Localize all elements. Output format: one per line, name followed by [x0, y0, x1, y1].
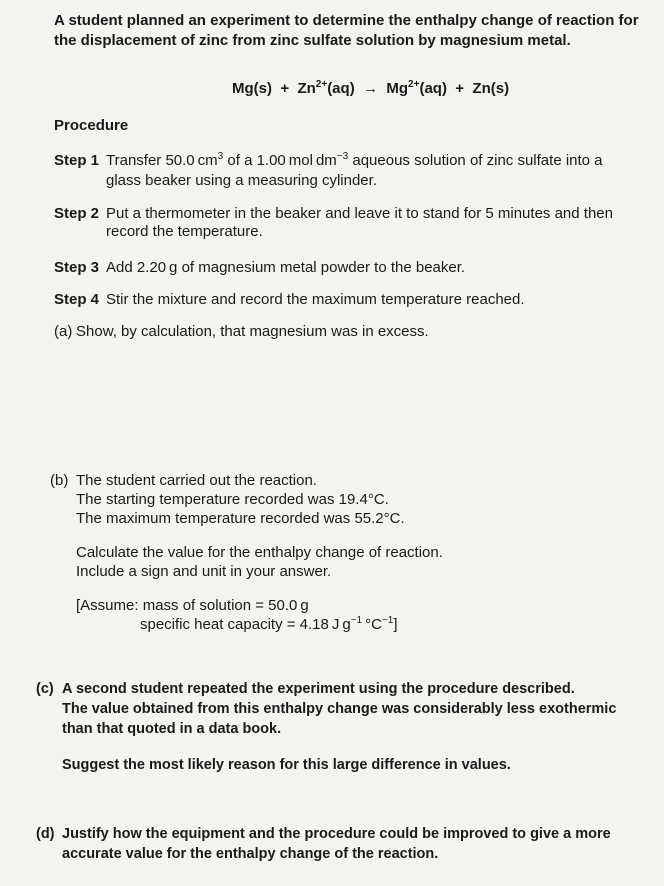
part-c-line-2: The value obtained from this enthalpy change was considerably less exothermic: [62, 701, 617, 717]
part-a-question: [54, 323, 429, 340]
assume-shc-end: ]: [393, 616, 398, 633]
step-1: [54, 152, 603, 169]
eq-mg-charge: 2+: [408, 79, 420, 90]
part-b-line-3: The maximum temperature recorded was 55.2°C.: [76, 510, 405, 527]
assume-shc-sup-1: −1: [350, 615, 363, 626]
step-1-text-b: of a 1.00 mol dm: [223, 152, 337, 169]
step-3-label: Step 3: [54, 259, 100, 276]
part-d-line-2: [62, 846, 438, 863]
part-c-question: [36, 681, 575, 698]
step-2-line-2: record the temperature.: [106, 223, 263, 240]
eq-zn-charge: 2+: [315, 79, 328, 90]
step-1-sup-a: 3: [217, 151, 224, 162]
eq-mg-ion: Mg: [386, 80, 409, 97]
intro-line-2: the displacement of zinc from zinc sulfate solution by magnesium metal.: [54, 32, 571, 49]
assume-label: [Assume:: [76, 597, 139, 614]
part-b-shc: [140, 616, 398, 633]
step-1-sup-b: −3: [336, 151, 349, 162]
part-b-label: (b): [50, 472, 69, 489]
eq-mg-state: (aq): [419, 80, 447, 97]
eq-plus-2: +: [455, 80, 465, 97]
eq-zn-state: (aq): [327, 80, 355, 97]
reaction-equation: [232, 80, 509, 97]
eq-plus-1: +: [280, 80, 290, 97]
part-c-line-1: A second student repeated the experiment using the procedure described.: [62, 681, 575, 697]
intro-line-1: A student planned an experiment to determine the enthalpy change of reaction for: [54, 12, 639, 29]
part-a-label: (a): [54, 323, 73, 340]
step-3-text: Add 2.20 g of magnesium metal powder to the beaker.: [106, 259, 466, 276]
part-d-line-2-rest: value for the enthalpy change of the reaction.: [121, 846, 439, 862]
part-c-label: (c): [36, 681, 54, 697]
part-d-label: (d): [36, 826, 55, 842]
part-d-emphasis: accurate: [62, 846, 122, 862]
part-a-text: Show, by calculation, that magnesium was in excess.: [76, 323, 429, 340]
procedure-heading: Procedure: [54, 117, 129, 134]
step-1-line-2: glass beaker using a measuring cylinder.: [106, 172, 377, 189]
step-1-text-a: Transfer 50.0 cm: [106, 152, 218, 169]
step-2-text: Put a thermometer in the beaker and leave it to stand for 5 minutes and then: [106, 205, 613, 222]
part-b-line-5: Include a sign and unit in your answer.: [76, 563, 332, 580]
step-3: [54, 259, 465, 276]
eq-zn-solid: Zn(s): [472, 80, 510, 97]
part-b-assume: [76, 597, 309, 614]
step-4: [54, 291, 525, 308]
assume-shc-a: specific heat capacity = 4.18 J g: [140, 616, 351, 633]
assume-mass: mass of solution = 50.0 g: [142, 597, 309, 614]
step-2: [54, 205, 613, 222]
part-c-line-3: than that quoted in a data book.: [62, 721, 282, 737]
eq-mg-solid: Mg(s): [232, 80, 272, 97]
step-4-text: Stir the mixture and record the maximum temperature reached.: [106, 291, 525, 308]
step-2-label: Step 2: [54, 205, 100, 222]
part-b-line-4: Calculate the value for the enthalpy change of reaction.: [76, 544, 443, 561]
assume-shc-sup-2: −1: [381, 615, 394, 626]
step-4-label: Step 4: [54, 291, 100, 308]
part-c-line-4: Suggest the most likely reason for this large difference in values.: [62, 757, 511, 773]
eq-arrow: →: [363, 80, 379, 97]
part-b-line-1: The student carried out the reaction.: [76, 472, 317, 489]
part-d-question: [36, 826, 611, 843]
part-b-line-2: The starting temperature recorded was 19.4°C.: [76, 491, 389, 508]
step-1-text-c: aqueous solution of zinc sulfate into a: [348, 152, 603, 169]
eq-zn-ion: Zn: [297, 80, 316, 97]
assume-shc-b: °C: [362, 616, 382, 633]
part-b-question: [50, 472, 317, 489]
step-1-label: Step 1: [54, 152, 100, 169]
part-d-line-1: Justify how the equipment and the procedure could be improved to give a more: [62, 826, 611, 842]
